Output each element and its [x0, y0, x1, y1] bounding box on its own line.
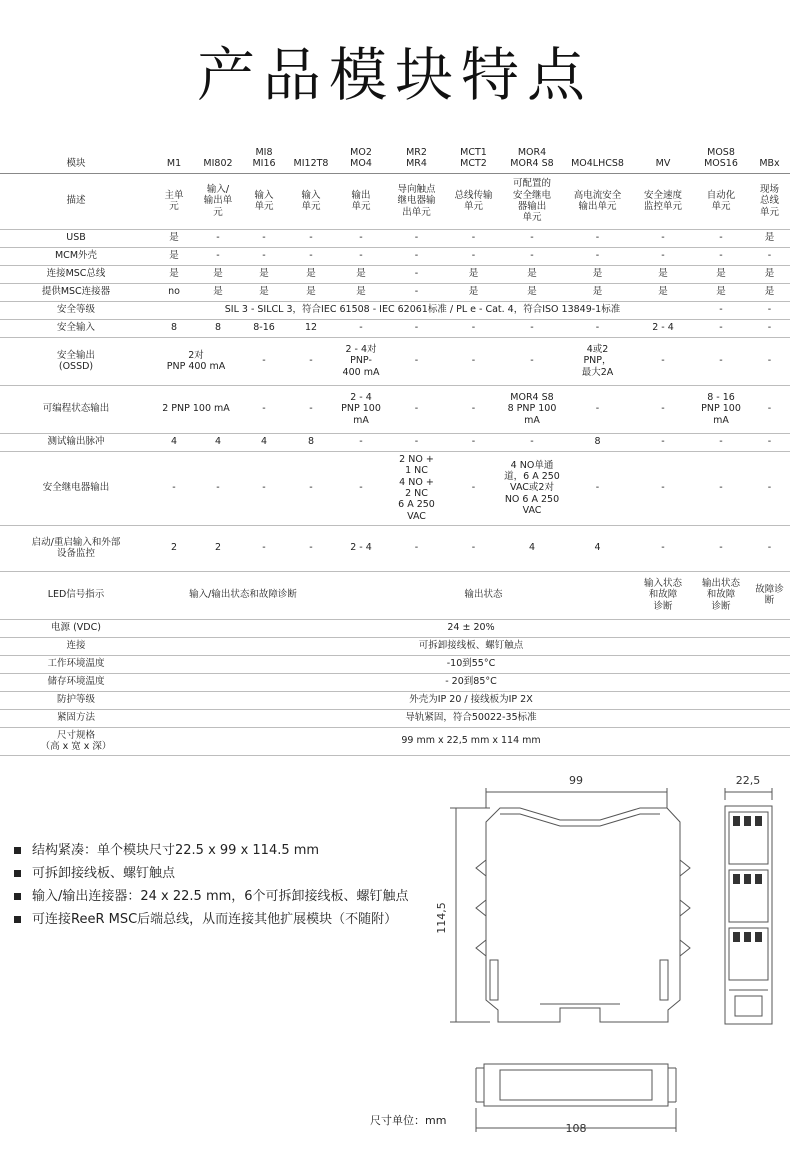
table-cell: -	[633, 229, 693, 247]
table-cell: -	[388, 385, 445, 433]
table-cell: -	[334, 433, 388, 451]
table-cell: -	[240, 385, 288, 433]
table-cell: -	[388, 247, 445, 265]
table-cell: -	[562, 451, 633, 525]
table-cell: 是	[240, 283, 288, 301]
table-cell: -	[445, 433, 502, 451]
table-cell: 是	[240, 265, 288, 283]
table-cell: 2 - 4	[633, 319, 693, 337]
table-cell: -	[388, 229, 445, 247]
table-cell: -	[445, 451, 502, 525]
table-cell: 导轨紧固，符合50022-35标准	[152, 709, 790, 727]
table-cell: 4 NO单通 道，6 A 250 VAC或2对 NO 6 A 250 VAC	[502, 451, 562, 525]
table-cell: 可拆卸接线板、螺钉触点	[152, 637, 790, 655]
row-label: 启动/重启输入和外部 设备监控	[0, 525, 152, 571]
table-cell: -	[693, 525, 749, 571]
table-cell: 是	[749, 283, 790, 301]
table-cell: 是	[288, 265, 334, 283]
table-cell: 4	[562, 525, 633, 571]
table-cell: -	[445, 247, 502, 265]
table-cell: -	[502, 319, 562, 337]
table-cell: 安全速度 监控单元	[633, 173, 693, 229]
table-cell: -	[334, 229, 388, 247]
table-cell: -	[749, 433, 790, 451]
row-label: MCM外壳	[0, 247, 152, 265]
table-cell: 是	[693, 283, 749, 301]
table-cell: -	[693, 247, 749, 265]
table-cell: -	[749, 301, 790, 319]
table-cell: 外壳为IP 20 / 接线板为IP 2X	[152, 691, 790, 709]
row-label: 工作环境温度	[0, 655, 152, 673]
table-cell: 4	[152, 433, 196, 451]
table-cell: 是	[196, 283, 240, 301]
table-cell: -	[445, 229, 502, 247]
row-label: 测试输出脉冲	[0, 433, 152, 451]
row-label: 提供MSC连接器	[0, 283, 152, 301]
table-cell: 是	[288, 283, 334, 301]
table-cell: -	[445, 385, 502, 433]
table-cell: -	[288, 247, 334, 265]
table-cell: 是	[152, 265, 196, 283]
table-cell: 8-16	[240, 319, 288, 337]
table-cell: -	[693, 229, 749, 247]
table-cell: -	[288, 337, 334, 385]
table-cell: MV	[633, 140, 693, 173]
table-cell: -	[502, 433, 562, 451]
table-cell: 8	[196, 319, 240, 337]
table-cell: 2	[196, 525, 240, 571]
table-cell: 输入/输出状态和故障诊断	[152, 571, 334, 619]
table-cell: MI802	[196, 140, 240, 173]
table-cell: -	[633, 337, 693, 385]
row-label: LED信号指示	[0, 571, 152, 619]
table-cell: -	[693, 451, 749, 525]
table-cell: 输出状态	[334, 571, 633, 619]
table-cell: 2 - 4 PNP 100 mA	[334, 385, 388, 433]
row-label: 模块	[0, 140, 152, 173]
table-cell: 2 PNP 100 mA	[152, 385, 240, 433]
table-cell: 2对 PNP 400 mA	[152, 337, 240, 385]
table-cell: -	[240, 337, 288, 385]
table-cell: -	[334, 451, 388, 525]
table-cell: 是	[633, 283, 693, 301]
table-cell: MOS8 MOS16	[693, 140, 749, 173]
table-cell: MO2 MO4	[334, 140, 388, 173]
table-cell: SIL 3 - SILCL 3，符合IEC 61508 - IEC 62061标准 / PL e - Cat. 4，符合ISO 13849-1标准	[152, 301, 693, 319]
table-cell: 是	[152, 247, 196, 265]
table-cell: -	[633, 385, 693, 433]
table-cell: -	[334, 319, 388, 337]
row-label: 储存环境温度	[0, 673, 152, 691]
table-cell: -	[749, 525, 790, 571]
table-cell: -	[240, 229, 288, 247]
table-cell: -	[633, 433, 693, 451]
list-item: 结构紧凑：单个模块尺寸22.5 x 99 x 114.5 mm	[12, 842, 422, 859]
table-cell: 自动化 单元	[693, 173, 749, 229]
table-cell: MBx	[749, 140, 790, 173]
table-cell: -	[152, 451, 196, 525]
table-cell: 是	[633, 265, 693, 283]
table-cell: 现场 总线 单元	[749, 173, 790, 229]
table-cell: -	[445, 525, 502, 571]
table-cell: -	[288, 229, 334, 247]
table-cell: - 20到85°C	[152, 673, 790, 691]
table-cell: M1	[152, 140, 196, 173]
row-label: 连接MSC总线	[0, 265, 152, 283]
table-cell: 24 ± 20%	[152, 619, 790, 637]
table-cell: -	[562, 319, 633, 337]
table-cell: 输入 单元	[240, 173, 288, 229]
table-cell: 是	[749, 229, 790, 247]
table-cell: 4或2 PNP， 最大2A	[562, 337, 633, 385]
row-label: 尺寸规格 （高 x 宽 x 深）	[0, 727, 152, 755]
table-cell: 8 - 16 PNP 100 mA	[693, 385, 749, 433]
table-cell: 高电流安全 输出单元	[562, 173, 633, 229]
dim-width-label: 99	[569, 774, 583, 787]
table-cell: no	[152, 283, 196, 301]
row-label: 可编程状态输出	[0, 385, 152, 433]
table-cell: 99 mm x 22,5 mm x 114 mm	[152, 727, 790, 755]
table-cell: -10到55°C	[152, 655, 790, 673]
table-cell: MO4LHCS8	[562, 140, 633, 173]
table-cell: 故障诊 断	[749, 571, 790, 619]
table-cell: MI8 MI16	[240, 140, 288, 173]
table-cell: -	[196, 247, 240, 265]
row-label: 紧固方法	[0, 709, 152, 727]
table-cell: 主单 元	[152, 173, 196, 229]
table-cell: -	[693, 319, 749, 337]
table-cell: 2 - 4对 PNP- 400 mA	[334, 337, 388, 385]
table-cell: 8	[562, 433, 633, 451]
row-label: 安全等级	[0, 301, 152, 319]
table-cell: 输入/ 输出单 元	[196, 173, 240, 229]
table-cell: -	[445, 337, 502, 385]
table-cell: -	[562, 247, 633, 265]
table-cell: 4	[196, 433, 240, 451]
table-cell: 是	[445, 283, 502, 301]
table-cell: 是	[334, 283, 388, 301]
table-cell: -	[562, 385, 633, 433]
table-cell: -	[693, 433, 749, 451]
table-cell: 4	[502, 525, 562, 571]
table-cell: -	[502, 229, 562, 247]
table-cell: 12	[288, 319, 334, 337]
table-cell: -	[502, 247, 562, 265]
table-cell: 输出 单元	[334, 173, 388, 229]
table-cell: 2 - 4	[334, 525, 388, 571]
row-label: 防护等级	[0, 691, 152, 709]
row-label: 电源 (VDC)	[0, 619, 152, 637]
table-cell: 输出状态 和故障 诊断	[693, 571, 749, 619]
table-cell: -	[633, 525, 693, 571]
row-label: 描述	[0, 173, 152, 229]
table-cell: -	[240, 451, 288, 525]
table-cell: -	[388, 525, 445, 571]
dim-side-label: 22,5	[735, 774, 761, 787]
table-cell: -	[693, 337, 749, 385]
table-cell: 是	[562, 283, 633, 301]
table-cell: 2	[152, 525, 196, 571]
table-cell: 是	[334, 265, 388, 283]
table-cell: 4	[240, 433, 288, 451]
table-cell: 可配置的 安全继电 器输出 单元	[502, 173, 562, 229]
table-cell: -	[388, 337, 445, 385]
table-cell: 是	[562, 265, 633, 283]
table-cell: 8	[152, 319, 196, 337]
table-cell: 8	[288, 433, 334, 451]
table-cell: 是	[693, 265, 749, 283]
table-cell: 输入 单元	[288, 173, 334, 229]
table-cell: -	[562, 229, 633, 247]
table-cell: -	[749, 319, 790, 337]
table-cell: 是	[749, 265, 790, 283]
row-label: 连接	[0, 637, 152, 655]
table-cell: 2 NO + 1 NC 4 NO + 2 NC 6 A 250 VAC	[388, 451, 445, 525]
table-cell: -	[749, 337, 790, 385]
table-cell: -	[633, 451, 693, 525]
table-cell: 是	[502, 283, 562, 301]
table-cell: -	[749, 451, 790, 525]
table-cell: -	[196, 451, 240, 525]
table-cell: -	[633, 247, 693, 265]
unit-label: 尺寸单位：mm	[370, 1114, 447, 1127]
page-title: 产品模块特点	[196, 41, 593, 109]
table-cell: -	[388, 265, 445, 283]
dim-height-label: 114,5	[435, 902, 448, 934]
list-item: 可连接ReeR MSC后端总线，从而连接其他扩展模块（不随附）	[12, 911, 422, 928]
table-cell: -	[288, 385, 334, 433]
row-label: USB	[0, 229, 152, 247]
list-item: 可拆卸接线板、螺钉触点	[12, 865, 422, 882]
table-cell: -	[502, 337, 562, 385]
table-cell: -	[388, 433, 445, 451]
table-cell: -	[749, 247, 790, 265]
row-label: 安全继电器输出	[0, 451, 152, 525]
table-cell: MR2 MR4	[388, 140, 445, 173]
table-cell: 导向触点 继电器输 出单元	[388, 173, 445, 229]
table-cell: -	[693, 301, 749, 319]
table-cell: 是	[196, 265, 240, 283]
row-label: 安全输出 (OSSD)	[0, 337, 152, 385]
table-cell: 是	[502, 265, 562, 283]
row-label: 安全输入	[0, 319, 152, 337]
table-cell: -	[388, 319, 445, 337]
table-cell: MOR4 S8 8 PNP 100 mA	[502, 385, 562, 433]
dim-depth-label: 108	[565, 1122, 587, 1135]
table-cell: -	[288, 451, 334, 525]
table-cell: -	[196, 229, 240, 247]
table-cell: 是	[445, 265, 502, 283]
table-cell: -	[749, 385, 790, 433]
table-cell: 是	[152, 229, 196, 247]
list-item: 输入/输出连接器：24 x 22.5 mm，6个可拆卸接线板、螺钉触点	[12, 888, 422, 905]
table-cell: -	[445, 319, 502, 337]
table-cell: -	[288, 525, 334, 571]
table-cell: MCT1 MCT2	[445, 140, 502, 173]
table-cell: MOR4 MOR4 S8	[502, 140, 562, 173]
table-cell: MI12T8	[288, 140, 334, 173]
table-cell: 输入状态 和故障 诊断	[633, 571, 693, 619]
table-cell: -	[240, 525, 288, 571]
table-cell: 总线传输 单元	[445, 173, 502, 229]
table-cell: -	[334, 247, 388, 265]
table-cell: -	[240, 247, 288, 265]
table-cell: -	[388, 283, 445, 301]
